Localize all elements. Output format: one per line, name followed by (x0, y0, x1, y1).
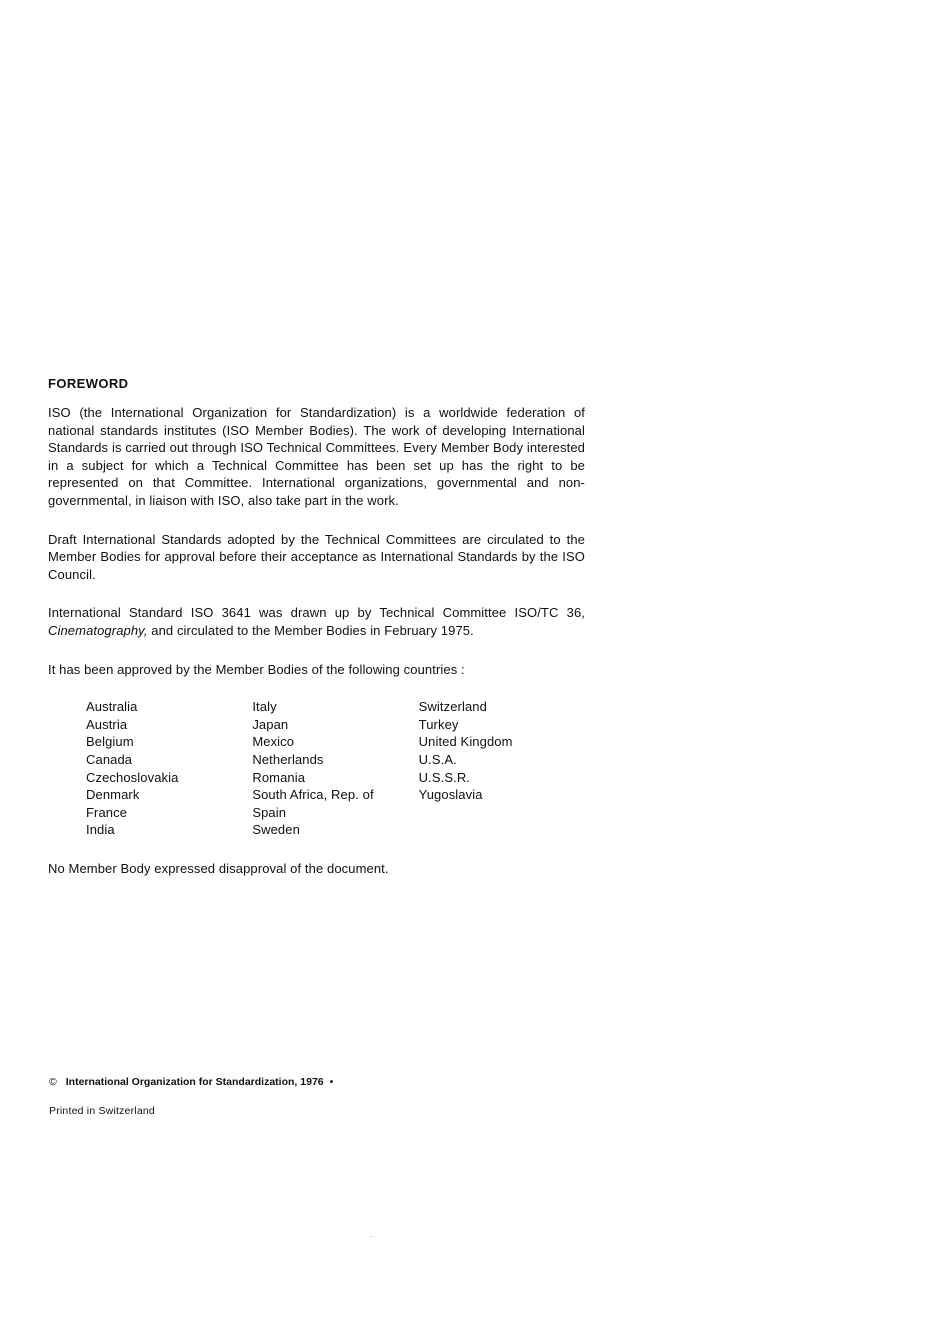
country-item: Yugoslavia (418, 787, 483, 803)
scan-speck (371, 1236, 372, 1237)
country-item: Sweden (252, 822, 300, 838)
country-item: South Africa, Rep. of (252, 787, 374, 803)
country-item: U.S.A. (418, 751, 457, 767)
country-item: Mexico (252, 734, 295, 750)
country-item: Denmark (86, 787, 140, 803)
country-item: India (86, 822, 115, 838)
foreword-heading: FOREWORD (48, 376, 129, 391)
paragraph-iso-overview: ISO (the International Organization for Standardization) is a worldwide federation of national standards institutes (ISO Member Bodies). The work of developing International Standards is carried out through ISO Technical Committees. Every Member Body interested in a subject for which a Technical Committee has been set up has the right to be represented on that Committee. International organizations, governmental and non-governmental, in liaison with ISO, also take part in the work. (48, 405, 585, 508)
country-column-1 (86, 698, 252, 839)
country-item: Belgium (86, 734, 134, 750)
printed-in-note: Printed in Switzerland (49, 1105, 155, 1117)
paragraph-standard-origin-start: International Standard ISO 3641 was drawn up by Technical Committee ISO/TC 36, (48, 605, 585, 621)
country-column-2 (252, 698, 418, 839)
country-item: Spain (252, 804, 287, 820)
copyright-text: International Organization for Standardization, 1976 (65, 1076, 324, 1088)
country-item: Czechoslovakia (86, 769, 179, 785)
country-item: U.S.S.R. (418, 769, 471, 785)
country-item: Austria (86, 716, 128, 732)
copyright-line (49, 1075, 333, 1089)
foreword-section (48, 376, 585, 877)
country-item: Italy (252, 699, 277, 715)
copyright-symbol: © (49, 1076, 57, 1088)
country-item: Romania (252, 769, 306, 785)
country-item: Japan (252, 716, 289, 732)
country-item: Netherlands (252, 751, 324, 767)
country-list (86, 698, 585, 839)
committee-title-italic: Cinematography, (48, 622, 148, 638)
country-item: United Kingdom (418, 734, 513, 750)
country-item: Canada (86, 751, 133, 767)
paragraph-standard-origin-end: and circulated to the Member Bodies in February 1975. (147, 622, 474, 638)
country-item: France (86, 804, 128, 820)
country-item: Turkey (418, 716, 459, 732)
closing-statement: No Member Body expressed disapproval of the document. (48, 860, 389, 876)
country-column-3 (419, 698, 585, 839)
paragraph-draft-standards: Draft International Standards adopted by the Technical Committees are circulated to the Member Bodies for approval before their acceptance as International Standards by the ISO Council. (48, 531, 585, 582)
paragraph-standard-origin (48, 604, 585, 639)
approval-intro: It has been approved by the Member Bodies of the following countries : (48, 661, 465, 677)
copyright-bullet: • (329, 1076, 334, 1088)
country-item: Australia (86, 699, 138, 715)
country-item: Switzerland (418, 699, 487, 715)
